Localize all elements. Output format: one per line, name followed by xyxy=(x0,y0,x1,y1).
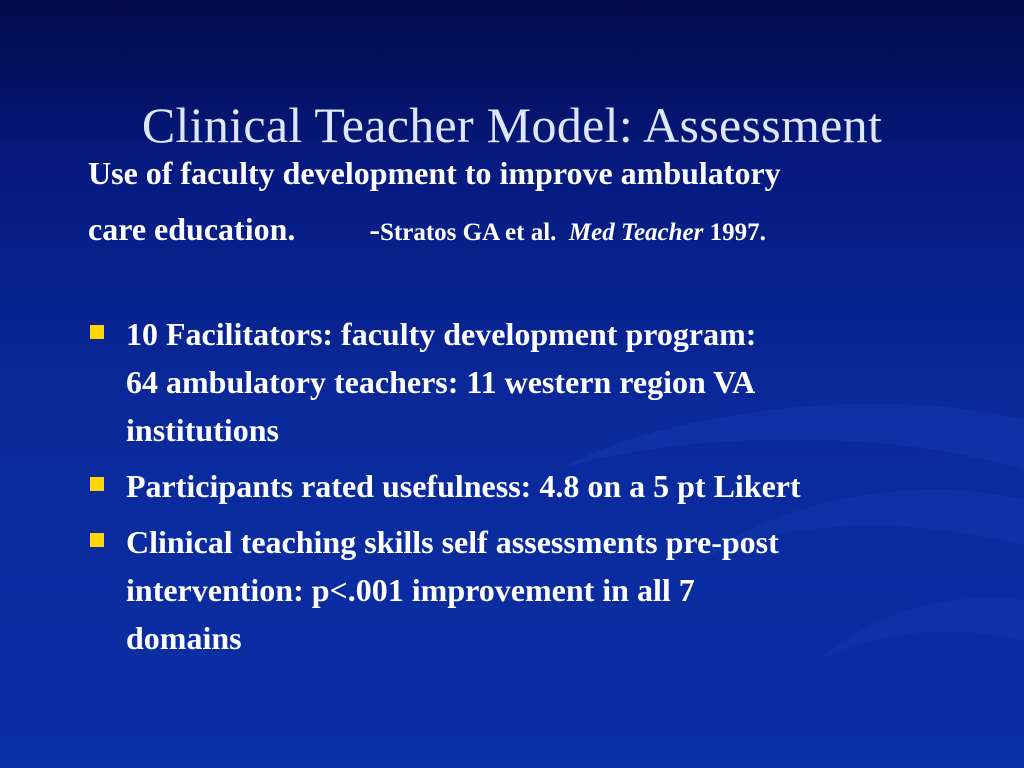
bullet-line: intervention: p<.001 improvement in all 7 xyxy=(126,572,695,608)
bullet-item-facilitators xyxy=(88,310,978,454)
slide-title: Clinical Teacher Model: Assessment xyxy=(141,96,883,153)
citation-dash: - xyxy=(369,211,381,247)
citation-authors: Stratos GA et al. xyxy=(380,219,557,246)
square-bullet-icon xyxy=(90,533,104,547)
slide-subtitle xyxy=(88,145,988,261)
bullet-item-self-assessments xyxy=(88,518,978,662)
bullet-line: institutions xyxy=(126,412,279,448)
bullet-line: Participants rated usefulness: 4.8 on a 5 pt Likert xyxy=(126,468,801,504)
bullet-item-usefulness xyxy=(88,462,978,510)
square-bullet-icon xyxy=(90,325,104,339)
subtitle-line-2-text: care education. xyxy=(88,211,296,247)
citation-journal: Med Teacher xyxy=(568,219,704,246)
subtitle-line-2 xyxy=(88,201,988,261)
square-bullet-icon xyxy=(90,477,104,491)
bullet-line: Clinical teaching skills self assessments pre-post xyxy=(126,524,779,560)
subtitle-line-1: Use of faculty development to improve ambulatory xyxy=(88,155,781,191)
bullet-line: 64 ambulatory teachers: 11 western region VA xyxy=(126,364,756,400)
bullet-line: domains xyxy=(126,620,242,656)
bullet-line: 10 Facilitators: faculty development program: xyxy=(126,316,757,352)
citation-year: 1997. xyxy=(709,219,766,246)
bullet-list xyxy=(88,310,978,670)
